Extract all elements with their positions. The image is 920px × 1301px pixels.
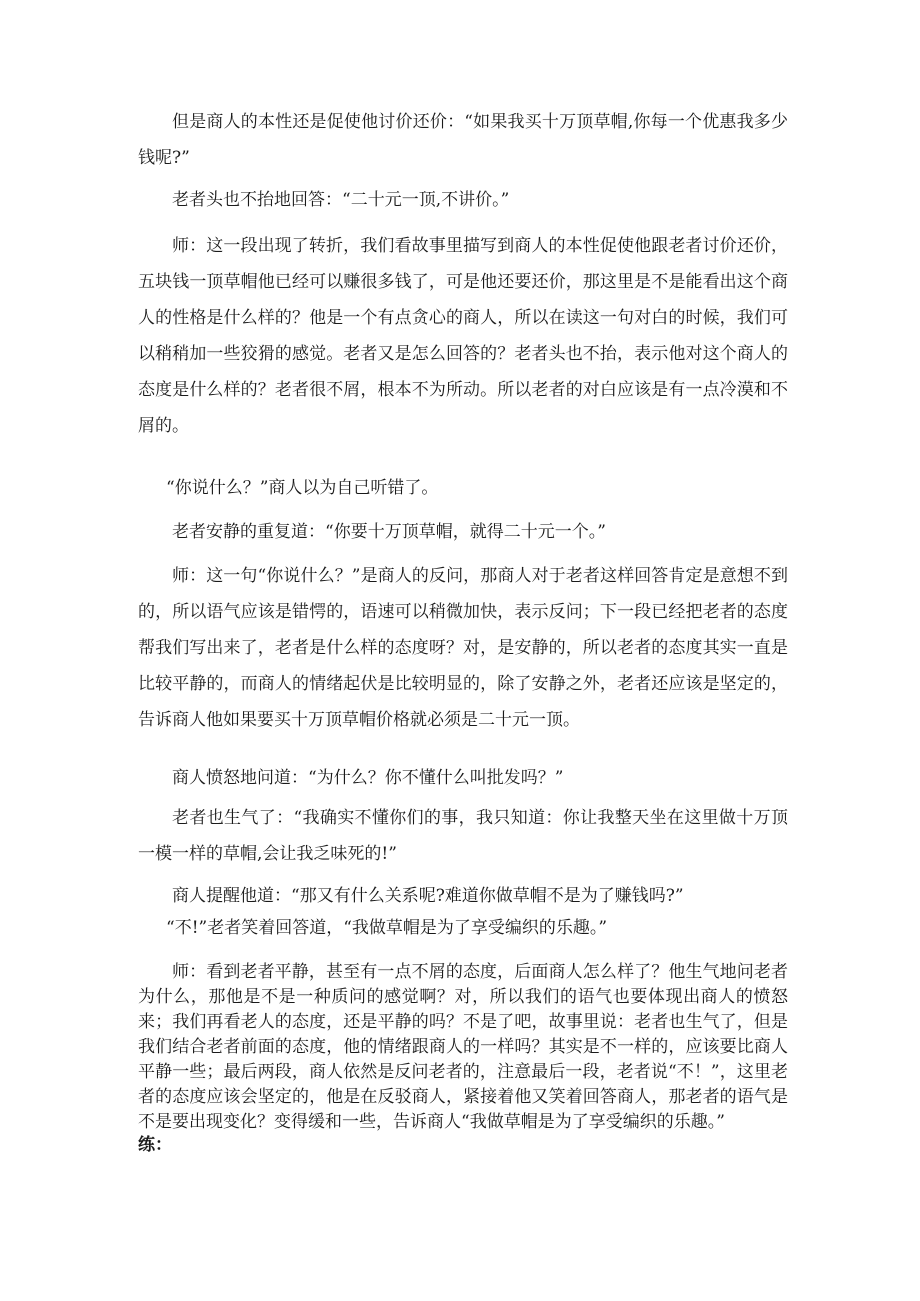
paragraph-2: 老者头也不抬地回答：“二十元一顶,不讲价。”	[172, 190, 510, 210]
paragraph-11-teacher-commentary: 师：看到老者平静，甚至有一点不屑的态度，后面商人怎么样了？他生气地问老者为什么，那他是不是一种质问的感觉啊？对，所以我们的语气也要体现出商人的愤怒来；我们再看老人的态度，还是平静的吗？不是了吧，故事里说：老者也生气了，但是我们结合老者前面的态度，他的情绪跟商人的一样吗？其实是不一样的，应该要比商人平静一些；最后两段，商人依然是反问老者的，注意最后一段，老者说“不！”，这里老者的态度应该会坚定的，他是在反驳商人，紧接着他又笑着回答商人，那老者的语气是不是要出现变化？变得缓和一些，告诉商人“我做草帽是为了享受编织的乐趣。”	[138, 962, 788, 1132]
paragraph-4: “你说什么？”商人以为自己听错了。	[166, 478, 439, 498]
paragraph-3-teacher-commentary: 师：这一段出现了转折，我们看故事里描写到商人的本性促使他跟老者讨价还价，五块钱一顶草帽他已经可以赚很多钱了，可是他还要还价，那这里是不是能看出这个商人的性格是什么样的？他是一个有点贪心的商人，所以在读这一句对白的时候，我们可以稍稍加一些狡猾的感觉。老者又是怎么回答的？老者头也不抬，表示他对这个商人的态度是什么样的？老者很不屑，根本不为所动。所以老者的对白应该是有一点冷漠和不屑的。	[138, 236, 788, 436]
paragraph-8: 老者也生气了：“我确实不懂你们的事，我只知道：你让我整天坐在这里做十万顶一模一样的草帽,会让我乏味死的!”	[138, 808, 788, 864]
paragraph-5: 老者安静的重复道：“你要十万顶草帽，就得二十元一个。”	[172, 522, 606, 542]
paragraph-1: 但是商人的本性还是促使他讨价还价：“如果我买十万顶草帽,你每一个优惠我多少钱呢?”	[138, 112, 788, 168]
paragraph-9: 商人提醒他道：“那又有什么关系呢?难道你做草帽不是为了赚钱吗?”	[172, 886, 684, 906]
paragraph-10: “不!”老者笑着回答道，“我做草帽是为了享受编织的乐趣。”	[166, 918, 608, 938]
paragraph-6-teacher-commentary: 师：这一句“你说什么？”是商人的反问，那商人对于老者这样回答肯定是意想不到的，所以语气应该是错愕的，语速可以稍微加快，表示反问；下一段已经把老者的态度帮我们写出来了，老者是什么样的态度呀？对，是安静的，所以老者的态度其实一直是比较平静的，而商人的情绪起伏是比较明显的，除了安静之外，老者还应该是坚定的，告诉商人他如果要买十万顶草帽价格就必须是二十元一顶。	[138, 566, 788, 730]
exercise-heading: 练：	[138, 1135, 172, 1155]
paragraph-7: 商人愤怒地问道：“为什么？你不懂什么叫批发吗？”	[172, 768, 564, 788]
